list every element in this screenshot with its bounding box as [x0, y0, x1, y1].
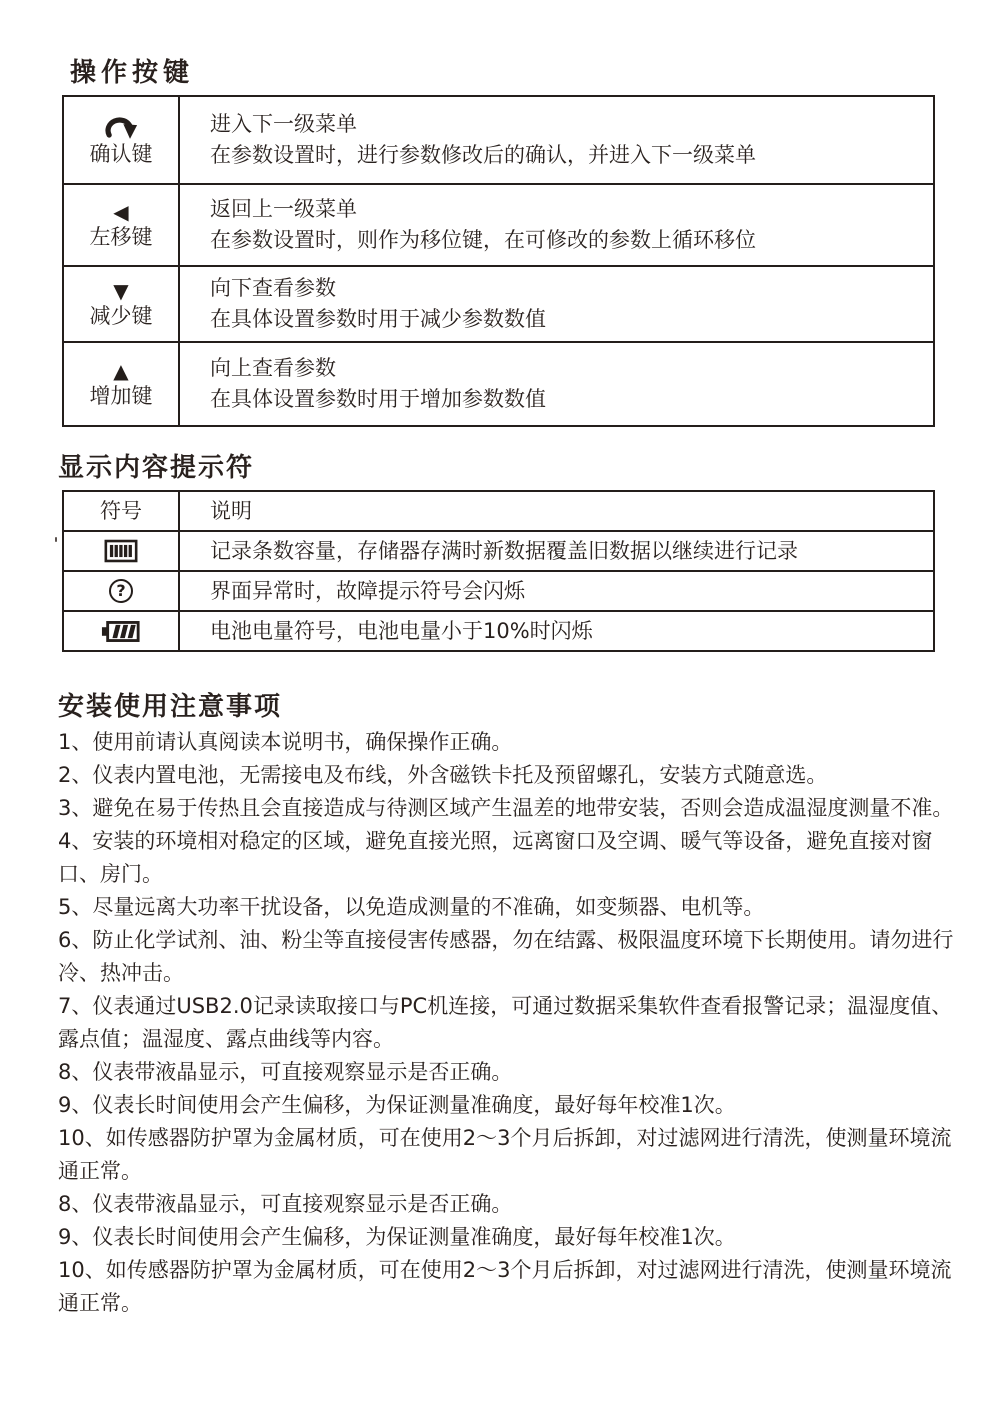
table-row — [64, 265, 933, 341]
scan-artifact — [55, 537, 57, 542]
desc-line: 进入下一级菜单 — [210, 112, 357, 136]
desc-line: 在参数设置时，则作为移位键，在可修改的参数上循环移位 — [210, 228, 756, 252]
table-row — [64, 610, 933, 650]
indicator-description — [180, 612, 933, 650]
desc-line: 记录条数容量，存储器存满时新数据覆盖旧数据以继续进行记录 — [210, 539, 798, 563]
key-cell-decrease — [64, 267, 180, 341]
desc-line: 电池电量符号，电池电量小于10%时闪烁 — [210, 619, 593, 643]
table-row — [64, 97, 933, 183]
key-cell-confirm — [64, 97, 180, 183]
table-row — [64, 570, 933, 610]
symbol-cell — [64, 612, 180, 650]
desc-line: 界面异常时，故障提示符号会闪烁 — [210, 579, 525, 603]
key-description — [180, 343, 933, 425]
section-title-notes: 安装使用注意事项 — [58, 692, 283, 722]
note-item: 9、仪表长时间使用会产生偏移，为保证测量准确度，最好每年校准1次。 — [58, 1093, 736, 1117]
desc-line: 向上查看参数 — [210, 356, 336, 380]
key-cell-left — [64, 185, 180, 265]
confirm-loop-arrow-icon — [103, 113, 139, 140]
note-item: 7、仪表通过USB2.0记录读取接口与PC机连接，可通过数据采集软件查看报警记录；温湿度值、露点值；温湿度、露点曲线等内容。 — [58, 994, 953, 1051]
key-label: 增加键 — [89, 383, 153, 408]
column-header: 符号 — [100, 499, 142, 523]
table-row — [64, 341, 933, 425]
up-triangle-icon: ▲ — [113, 358, 129, 383]
left-triangle-icon: ◀ — [113, 199, 129, 224]
key-cell-increase — [64, 343, 180, 425]
column-header: 说明 — [210, 499, 252, 523]
key-label: 确认键 — [89, 142, 153, 166]
section-title-indicators: 显示内容提示符 — [58, 453, 255, 483]
table-row — [64, 530, 933, 570]
key-label: 左移键 — [89, 224, 153, 249]
note-item: 1、使用前请认真阅读本说明书，确保操作正确。 — [58, 730, 513, 754]
question-mark: ? — [116, 581, 126, 600]
note-item: 6、防止化学试剂、油、粉尘等直接侵害传感器，勿在结露、极限温度环境下长期使用。请勿进行冷、热冲击。 — [58, 928, 954, 985]
note-item: 10、如传感器防护罩为金属材质，可在使用2～3个月后拆卸，对过滤网进行清洗，使测量环境流通正常。 — [58, 1258, 952, 1315]
desc-line: 在具体设置参数时用于减少参数数值 — [210, 307, 546, 331]
indicator-description — [180, 532, 933, 570]
indicators-table — [62, 490, 935, 652]
fault-question-icon — [109, 579, 133, 603]
indicator-description — [180, 572, 933, 610]
note-item: 8、仪表带液晶显示，可直接观察显示是否正确。 — [58, 1192, 513, 1216]
note-item: 9、仪表长时间使用会产生偏移，为保证测量准确度，最好每年校准1次。 — [58, 1225, 736, 1249]
battery-level-icon — [101, 619, 141, 644]
note-item: 5、尽量远离大功率干扰设备，以免造成测量的不准确，如变频器、电机等。 — [58, 895, 765, 919]
operation-keys-table — [62, 95, 935, 427]
desc-line: 向下查看参数 — [210, 276, 336, 300]
symbol-cell — [64, 572, 180, 610]
key-description — [180, 185, 933, 265]
record-capacity-icon — [103, 538, 139, 564]
header-symbol-cell — [64, 492, 180, 530]
desc-line: 在参数设置时，进行参数修改后的确认，并进入下一级菜单 — [210, 143, 756, 167]
desc-line: 在具体设置参数时用于增加参数数值 — [210, 387, 546, 411]
note-item: 10、如传感器防护罩为金属材质，可在使用2～3个月后拆卸，对过滤网进行清洗，使测量环境流通正常。 — [58, 1126, 952, 1183]
note-item: 2、仪表内置电池，无需接电及布线，外含磁铁卡托及预留螺孔，安装方式随意选。 — [58, 763, 828, 787]
section-title-operation-keys: 操作按键 — [70, 58, 195, 88]
note-item: 4、安装的环境相对稳定的区域，避免直接光照，远离窗口及空调、暖气等设备，避免直接对窗口、房门。 — [58, 829, 933, 886]
notes-list — [58, 726, 966, 1320]
symbol-cell — [64, 532, 180, 570]
table-header-row — [64, 492, 933, 530]
desc-line: 返回上一级菜单 — [210, 197, 357, 221]
note-item: 8、仪表带液晶显示，可直接观察显示是否正确。 — [58, 1060, 513, 1084]
key-description — [180, 97, 933, 183]
header-desc-cell — [180, 492, 933, 530]
key-label: 减少键 — [89, 303, 153, 328]
note-item: 3、避免在易于传热且会直接造成与待测区域产生温差的地带安装，否则会造成温湿度测量不准。 — [58, 796, 954, 820]
key-description — [180, 267, 933, 341]
down-triangle-icon: ▼ — [113, 278, 129, 303]
table-row — [64, 183, 933, 265]
